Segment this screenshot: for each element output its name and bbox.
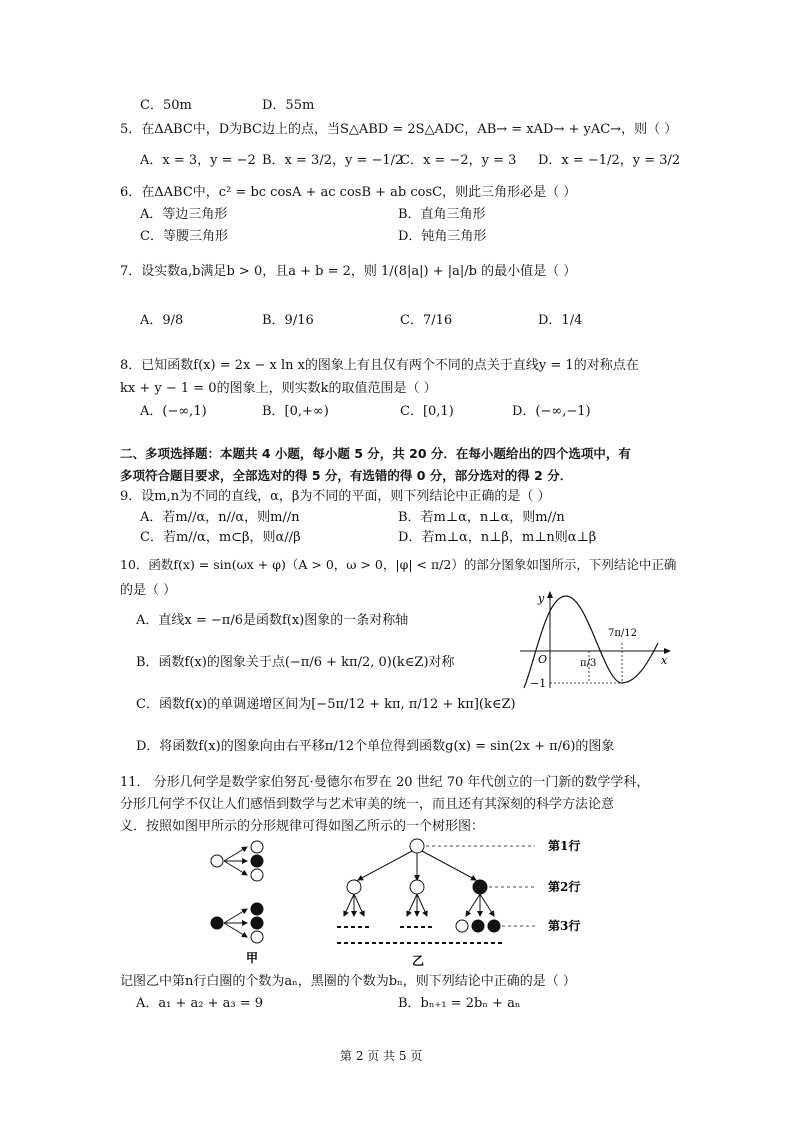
q4-option-d: D．55m [262,98,315,113]
x-axis-label: x [661,654,668,667]
q5-option-a: A．x = 3，y = −2 [140,153,256,168]
q10-sine-graph [516,588,676,696]
q10-option-a: A．直线x = −π/6是函数f(x)图象的一条对称轴 [136,613,409,628]
y-axis-label: y [538,592,545,605]
q9-option-c: C．若m//α，m⊂β，则α//β [140,530,301,545]
q9-option-d: D．若m⊥α，n⊥β，m⊥n则α⊥β [398,530,597,545]
min-value-label: −1 [530,677,547,690]
q10-option-b: B．函数f(x)的图象关于点(−π/6 + kπ/2, 0)(k∈Z)对称 [136,655,455,670]
q5-stem: 5．在ΔABC中，D为BC边上的点，当S△ABD = 2S△ADC，AB→ = xAD→ + yAC→，则（ ） [120,122,678,137]
section2-heading-line1: 二、多项选择题：本题共 4 小题，每小题 5 分，共 20 分．在每小题给出的四个选项中，有 [120,446,631,461]
section2-heading-line2: 多项符合题目要求，全部选对的得 5 分，有选错的得 0 分，部分选对的得 2 分． [120,468,573,483]
q9-stem: 9．设m,n为不同的直线，α，β为不同的平面，则下列结论中正确的是（ ） [120,489,551,504]
q11-stem-line1: 11． 分形几何学是数学家伯努瓦·曼德尔布罗在 20 世纪 70 年代创立的一门新的数学学科， [120,775,650,790]
q7-option-d: D．1/4 [538,313,583,328]
q4-option-c: C．50m [140,98,192,113]
q8-stem-line1: 8．已知函数f(x) = 2x − x ln x的图象上有且仅有两个不同的点关于直线y = 1的对称点在 [120,358,639,373]
q8-stem-line2: kx + y − 1 = 0的图象上，则实数k的取值范围是（ ） [120,381,437,396]
row3-label: 第3行 [548,919,581,933]
q10-option-d: D．将函数f(x)的图象向由右平移π/12个单位得到函数g(x) = sin(2x + π/6)的图象 [136,739,615,754]
q10-stem-line2: 的是（ ） [120,583,177,598]
q7-stem: 7．设实数a,b满足b > 0，且a + b = 2，则 1/(8|a|) + |a|/b 的最小值是（ ） [120,264,577,279]
q11-option-b: B．bₙ₊₁ = 2bₙ + aₙ [398,996,521,1011]
sine-curve [524,596,658,688]
tick2-label: 7π/12 [608,628,638,639]
q11-stem-line3: 义．按照如图甲所示的分形规律可得如图乙所示的一个树形图： [120,819,485,834]
q7-option-c: C．7/16 [400,313,453,328]
yi-root [410,839,424,853]
q5-option-c: C．x = −2，y = 3 [400,153,517,168]
q8-option-b: B．[0,+∞) [262,404,329,419]
q11-fractal-figure [200,830,620,970]
q7-option-a: A．9/8 [140,313,184,328]
q10-option-c: C．函数f(x)的单调递增区间为[−5π/12 + kπ, π/12 + kπ](k∈Z) [136,697,516,712]
q6-option-b: B．直角三角形 [398,207,486,222]
jia-black-root [211,917,223,929]
q8-option-a: A．(−∞,1) [140,404,207,419]
q5-option-d: D．x = −1/2，y = 3/2 [538,153,681,168]
origin-label: O [538,653,548,666]
q7-option-b: B．9/16 [262,313,314,328]
q5-option-b: B．x = 3/2，y = −1/2 [262,153,404,168]
y-axis-arrow [547,591,553,598]
label-yi: 乙 [412,954,425,968]
q6-option-c: C．等腰三角形 [140,229,228,244]
q11-stem-line4: 记图乙中第n行白圈的个数为aₙ，黑圈的个数为bₙ，则下列结论中正确的是（ ） [120,974,576,989]
q6-stem: 6．在ΔABC中，c² = bc cosA + ac cosB + ab cosC，则此三角形必是（ ） [120,185,577,200]
q8-option-d: D．(−∞,−1) [512,404,591,419]
q9-option-a: A．若m//α，n//α，则m//n [140,510,300,525]
q9-option-b: B．若m⊥α，n⊥α，则m//n [398,510,565,525]
label-jia: 甲 [246,951,259,965]
q11-option-a: A．a₁ + a₂ + a₃ = 9 [136,996,264,1011]
row1-label: 第1行 [548,839,581,853]
q10-stem-line1: 10．函数f(x) = sin(ωx + φ)（A > 0，ω > 0，|φ| < π/2）的部分图象如图所示，下列结论中正确 [120,557,677,572]
row2-label: 第2行 [548,880,581,894]
tick1-label: π/3 [580,658,597,669]
q11-stem-line2: 分形几何学不仅让人们感悟到数学与艺术审美的统一，而且还有其深刻的科学方法论意 [120,797,615,812]
q6-option-a: A．等边三角形 [140,207,228,222]
page-footer: 第 2 页 共 5 页 [340,1049,423,1063]
jia-white-root [211,855,223,867]
q6-option-d: D．钝角三角形 [398,229,487,244]
q8-option-c: C．[0,1) [400,404,454,419]
